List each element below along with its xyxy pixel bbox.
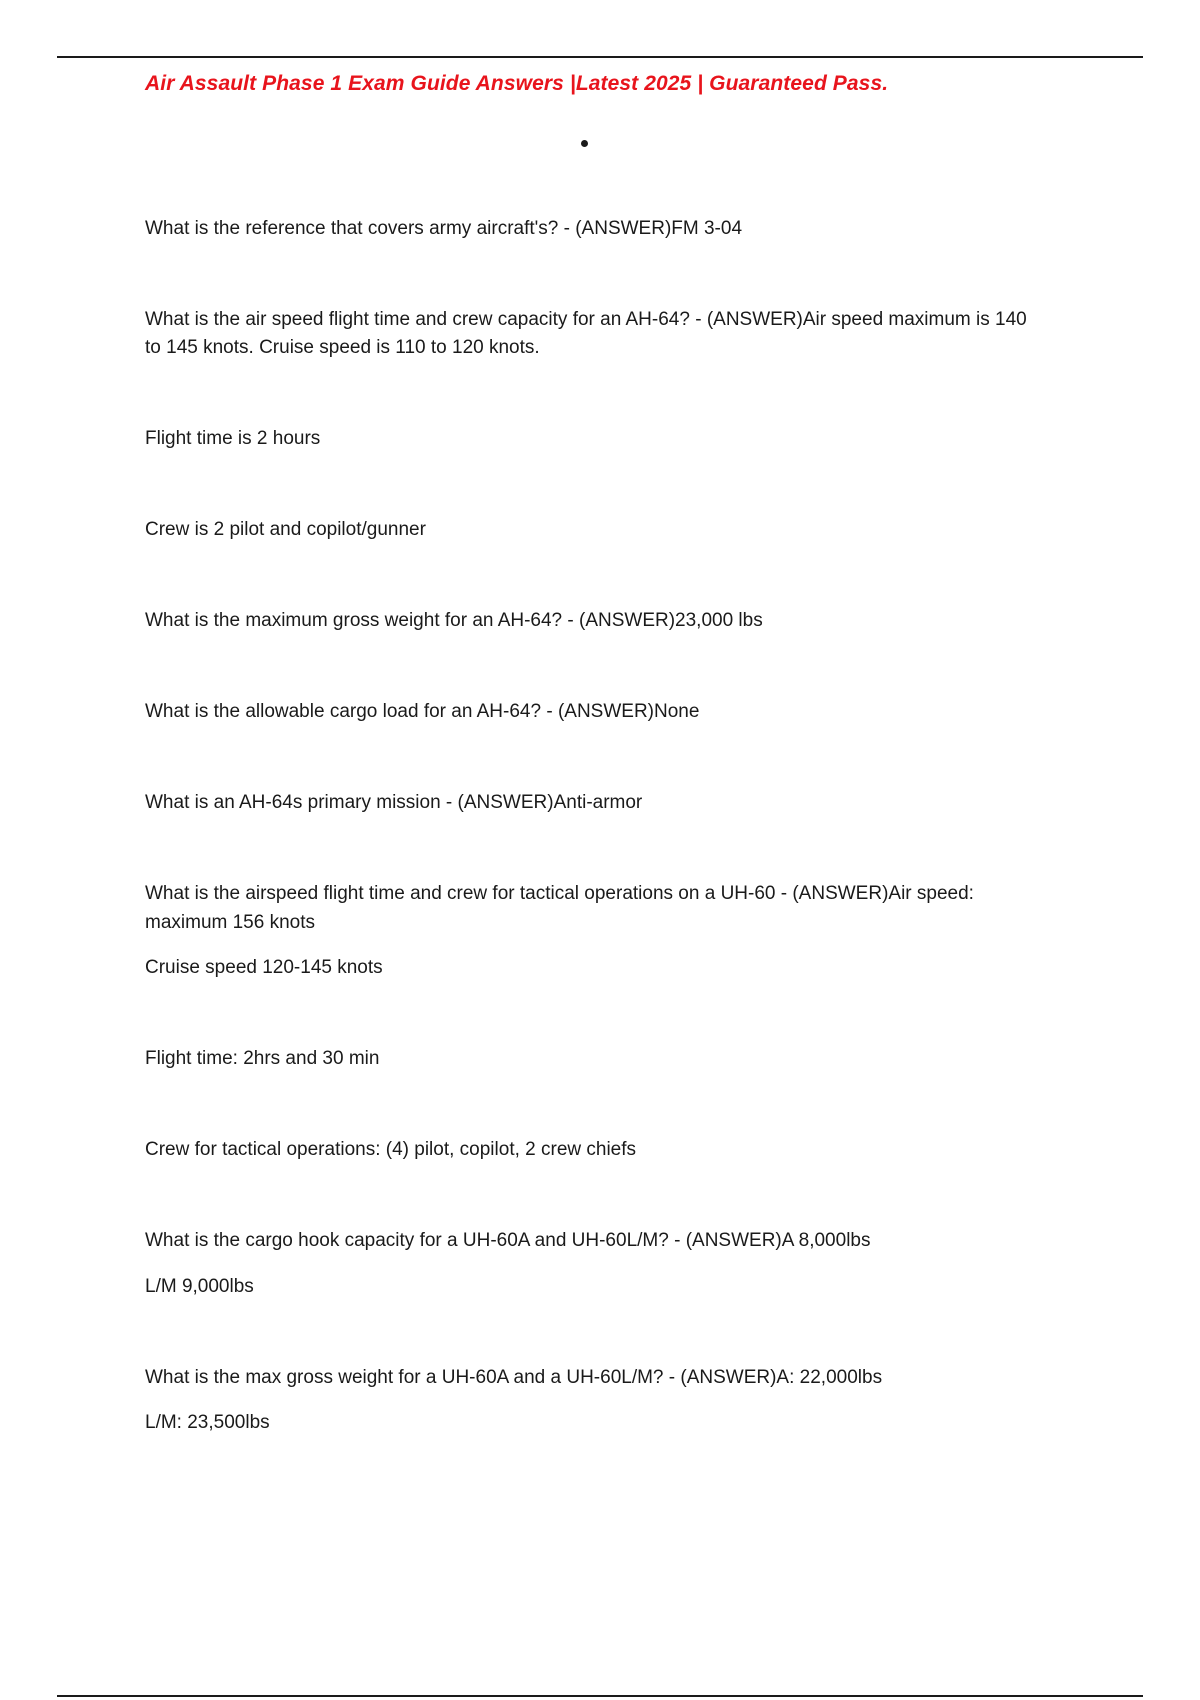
document-title: Air Assault Phase 1 Exam Guide Answers |Latest 2025 | Guaranteed Pass. [145,72,889,95]
bullet-point [581,140,588,147]
qa-line: What is the cargo hook capacity for a UH-60A and UH-60L/M? - (ANSWER)A 8,000lbs [145,1230,871,1251]
qa-line: L/M: 23,500lbs [145,1412,270,1433]
qa-line: What is the allowable cargo load for an AH-64? - (ANSWER)None [145,701,700,722]
qa-line: What is the max gross weight for a UH-60A and a UH-60L/M? - (ANSWER)A: 22,000lbs [145,1367,883,1388]
top-rule [57,56,1143,58]
qa-line: What is the air speed flight time and crew capacity for an AH-64? - (ANSWER)Air speed maximum is 140 [145,309,1027,330]
qa-line: maximum 156 knots [145,912,316,933]
qa-line: Flight time is 2 hours [145,428,321,449]
qa-line: What is an AH-64s primary mission - (ANSWER)Anti-armor [145,792,643,813]
qa-line: What is the airspeed flight time and crew for tactical operations on a UH-60 - (ANSWER)Air speed: [145,883,974,904]
qa-line: to 145 knots. Cruise speed is 110 to 120 knots. [145,337,540,358]
qa-line: What is the reference that covers army aircraft's? - (ANSWER)FM 3-04 [145,218,743,239]
qa-line: L/M 9,000lbs [145,1276,254,1297]
qa-line: Crew for tactical operations: (4) pilot, copilot, 2 crew chiefs [145,1139,637,1160]
qa-line: Flight time: 2hrs and 30 min [145,1048,380,1069]
qa-line: What is the maximum gross weight for an AH-64? - (ANSWER)23,000 lbs [145,610,763,631]
qa-line: Cruise speed 120-145 knots [145,957,383,978]
qa-line: Crew is 2 pilot and copilot/gunner [145,519,426,540]
bottom-rule [57,1695,1143,1697]
